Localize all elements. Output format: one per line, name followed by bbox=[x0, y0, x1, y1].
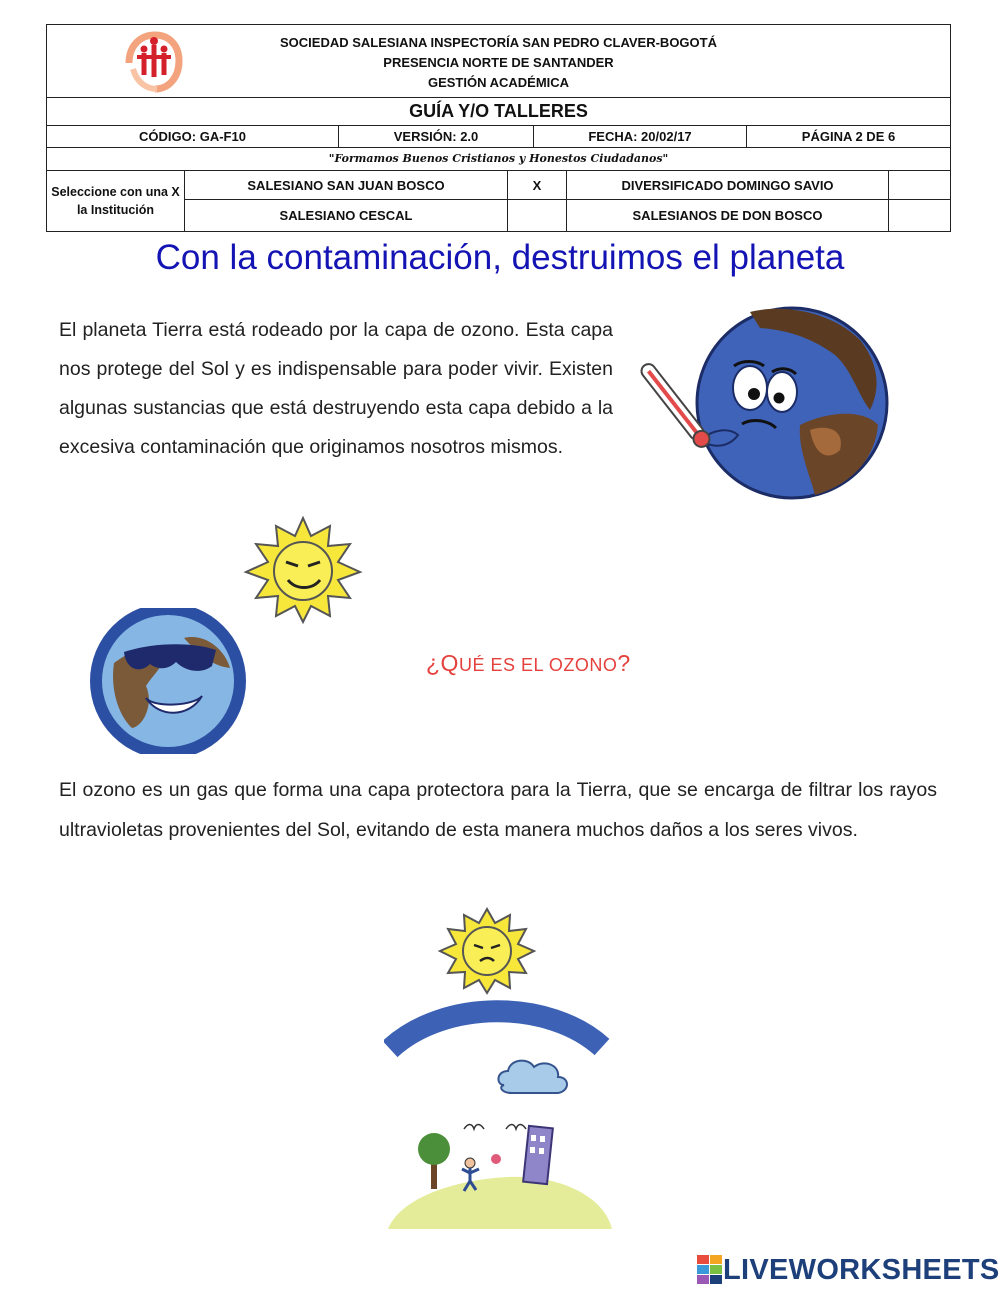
page-cell: PÁGINA 2 DE 6 bbox=[801, 129, 896, 144]
code-cell: CÓDIGO: GA-F10 bbox=[47, 126, 339, 147]
sick-earth-illustration bbox=[630, 300, 895, 505]
paragraph-what-is-ozone: El ozono es un gas que forma una capa protectora para la Tierra, que se encarga de filtrar los rayos ultravioletas provenientes del Sol, evitando de esta manera muchos daños a los seres vivos. bbox=[59, 779, 937, 841]
select-instruction: Seleccione con una X la Institución bbox=[47, 171, 185, 231]
header-meta-row bbox=[47, 126, 950, 148]
guide-title: GUÍA Y/O TALLERES bbox=[47, 98, 950, 126]
question-first-letters: ¿Q bbox=[426, 650, 459, 676]
institution-mark-cell[interactable] bbox=[508, 200, 567, 231]
ozone-layer-scene-illustration bbox=[384, 907, 616, 1233]
header-institution-block bbox=[47, 25, 950, 98]
institution-selector bbox=[47, 171, 950, 231]
version-cell: VERSIÓN: 2.0 bbox=[339, 126, 534, 147]
header-line-presence: PRESENCIA NORTE DE SANTANDER bbox=[383, 55, 614, 70]
page-title: Con la contaminación, destruimos el planeta bbox=[155, 238, 845, 277]
question-mark: ? bbox=[617, 650, 631, 676]
institution-mark-cell[interactable]: X bbox=[508, 171, 567, 200]
paragraph-ozone-layer: El planeta Tierra está rodeado por la capa de ozono. Esta capa nos protege del Sol y es indispensable para poder vivir. Existen algunas sustancias que está destruyendo esta capa debido a la excesiva contaminación que originamos nosotros mismos. bbox=[59, 319, 613, 458]
header-line-society: SOCIEDAD SALESIANA INSPECTORÍA SAN PEDRO CLAVER-BOGOTÁ bbox=[280, 35, 717, 50]
brand-name: LIVEWORKSHEETS bbox=[723, 1254, 1000, 1286]
liveworksheets-logo-icon bbox=[697, 1253, 723, 1287]
institution-name: SALESIANOS DE DON BOSCO bbox=[567, 200, 889, 231]
date-cell: FECHA: 20/02/17 bbox=[534, 126, 747, 147]
institution-name: DIVERSIFICADO DOMINGO SAVIO bbox=[567, 171, 889, 200]
motto: "Formamos Buenos Cristianos y Honestos Ciudadanos" bbox=[47, 148, 950, 171]
liveworksheets-brand bbox=[697, 1253, 1000, 1287]
cool-earth-illustration bbox=[84, 608, 252, 754]
institution-mark-cell[interactable] bbox=[889, 200, 950, 231]
ozone-question-heading bbox=[426, 650, 631, 677]
institution-name: SALESIANO SAN JUAN BOSCO bbox=[185, 171, 508, 200]
document-header bbox=[46, 24, 951, 232]
institution-name: SALESIANO CESCAL bbox=[185, 200, 508, 231]
sun-icon bbox=[242, 516, 364, 624]
header-titles bbox=[47, 33, 950, 93]
header-line-management: GESTIÓN ACADÉMICA bbox=[427, 75, 570, 90]
question-small-caps: UÉ ES EL OZONO bbox=[458, 655, 618, 675]
institution-mark-cell[interactable] bbox=[889, 171, 950, 200]
